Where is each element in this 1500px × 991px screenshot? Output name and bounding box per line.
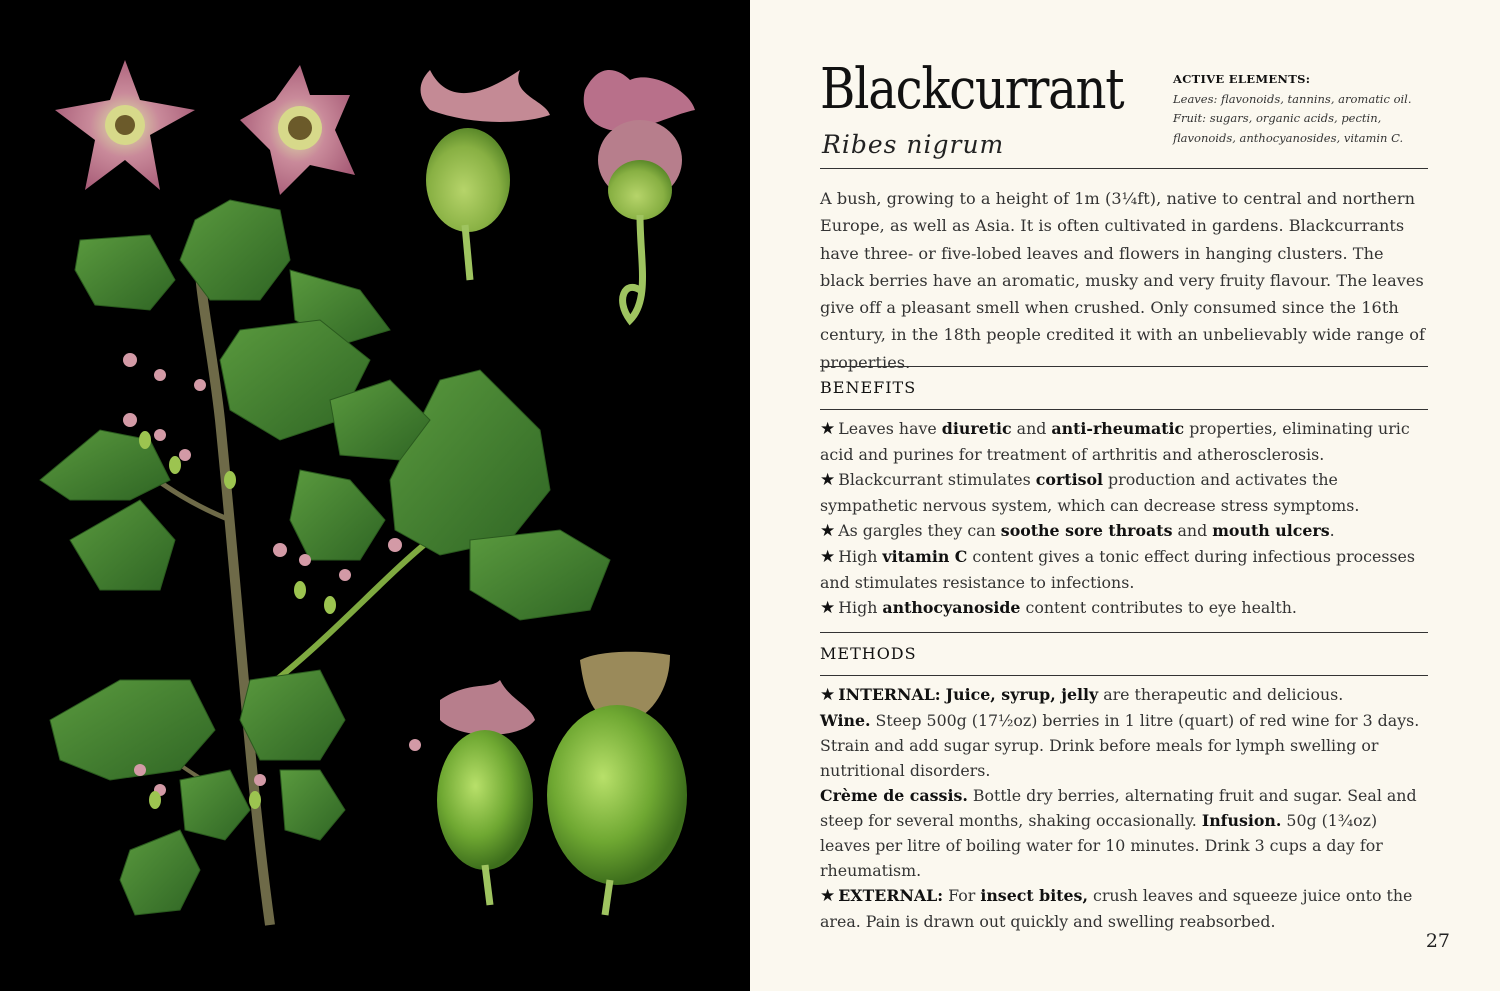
flower-open-1 [55,60,195,190]
page-number: 27 [1425,930,1450,952]
star-icon: ★ [820,598,836,618]
list-item: ★ High anthocyanoside content contributes to eye health. [820,598,1297,618]
divider [820,409,1428,410]
flower-side-4 [584,70,695,320]
star-icon: ★ [820,470,836,490]
list-item: Crème de cassis. Bottle dry berries, alternating fruit and sugar. Seal and steep for several months, shaking occasionally. Infusion. 50g (1¾oz) leaves per litre of boiling water for 10 minutes. Drink 3 cups a day for rheumatism. [820,786,1417,880]
text-page [750,0,1500,991]
divider [820,632,1428,633]
list-item: ★ INTERNAL: Juice, syrup, jelly are therapeutic and delicious. [820,685,1344,705]
intro-paragraph: A bush, growing to a height of 1m (3¼ft), native to central and northern Europe, as well as Asia. It is often cultivated in gardens. Blackcurrants have three- or five-lobed leaves and flowers in hanging clusters. The black berries have an aromatic, musky and very fruity flavour. The leaves give off a pleasant smell when crushed. Only consumed since the 16th century, in the 18th people credited it with an unbelievably wide range of properties. [820,189,1426,372]
list-item: ★ As gargles they can soothe sore throats and mouth ulcers. [820,521,1335,541]
active-elements-leaves: Leaves: flavonoids, tannins, aromatic oil. [1173,91,1412,106]
benefits-list [820,416,1432,621]
methods-heading: METHODS [820,644,917,663]
star-icon: ★ [820,419,836,439]
methods-list [820,682,1432,934]
berry-young [437,680,535,905]
flower-side-3 [421,70,550,280]
star-icon: ★ [820,685,836,705]
active-elements-heading: ACTIVE ELEMENTS: [1173,72,1311,86]
berry-ripening [547,652,687,915]
active-elements-fruit: Fruit: sugars, organic acids, pectin, flavonoids, anthocyanosides, vitamin C. [1173,111,1404,145]
list-item: ★ High vitamin C content gives a tonic effect during infectious processes and stimulates resistance to infections. [820,547,1415,592]
benefits-heading: BENEFITS [820,378,917,397]
list-item: ★ Leaves have diuretic and anti-rheumatic properties, eliminating uric acid and purines for treatment of arthritis and atherosclerosis. [820,419,1410,464]
star-icon: ★ [820,521,836,541]
star-icon: ★ [820,886,836,906]
list-item: ★ EXTERNAL: For insect bites, crush leaves and squeeze juice onto the area. Pain is drawn out quickly and swelling reabsorbed. [820,886,1413,931]
list-item: Wine. Steep 500g (17½oz) berries in 1 litre (quart) of red wine for 3 days. Strain and add sugar syrup. Drink before meals for lymph swelling or nutritional disorders. [820,711,1420,780]
flower-open-2 [240,65,355,195]
divider [820,675,1428,676]
divider [820,366,1428,367]
divider [820,168,1428,169]
latin-name: Ribes nigrum [822,130,1005,159]
star-icon: ★ [820,547,836,567]
list-item: ★ Blackcurrant stimulates cortisol production and activates the sympathetic nervous system, which can decrease stress symptoms. [820,470,1360,515]
active-elements [1173,70,1438,148]
page-title: Blackcurrant [820,57,1124,122]
